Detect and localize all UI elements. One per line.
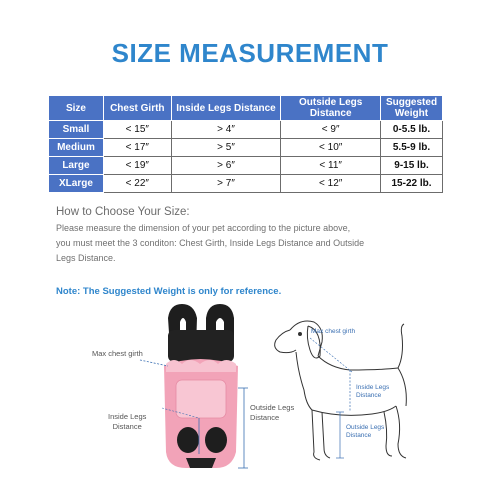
inside-legs-cell: > 7″ bbox=[171, 175, 281, 193]
note-text: Note: The Suggested Weight is only for reference. bbox=[56, 286, 282, 297]
outside-legs-cell: < 9″ bbox=[281, 121, 381, 139]
howto-line: Please measure the dimension of your pet according to the picture above, bbox=[56, 223, 351, 233]
weight-cell: 15-22 lb. bbox=[381, 175, 443, 193]
header-chest-girth: Chest Girth bbox=[103, 96, 171, 121]
howto-heading: How to Choose Your Size: bbox=[56, 206, 190, 218]
howto-line: you must meet the 3 conditon: Chest Girth, Inside Legs Distance and Outside bbox=[56, 238, 365, 248]
outside-legs-cell: < 11″ bbox=[281, 157, 381, 175]
dog-inside-legs-label: Inside Legs Distance bbox=[356, 384, 390, 399]
dog-max-chest-label: Max chest girth bbox=[311, 328, 356, 335]
weight-cell: 0-5.5 lb. bbox=[381, 121, 443, 139]
dog-outside-legs-label: Outside Legs Distance bbox=[346, 424, 385, 439]
header-inside-legs: Inside Legs Distance bbox=[171, 96, 281, 121]
page-title: SIZE MEASUREMENT bbox=[111, 38, 389, 68]
carrier-max-chest-label: Max chest girth bbox=[92, 349, 143, 358]
carrier-image bbox=[164, 304, 238, 468]
size-cell: XLarge bbox=[49, 175, 104, 193]
weight-cell: 5.5-9 lb. bbox=[381, 139, 443, 157]
chest-cell: < 17″ bbox=[103, 139, 171, 157]
header-suggested-weight: Suggested Weight bbox=[381, 96, 443, 121]
chest-cell: < 22″ bbox=[103, 175, 171, 193]
carrier-inside-legs-label: Inside Legs Distance bbox=[108, 412, 147, 431]
howto-line: Legs Distance. bbox=[56, 253, 116, 263]
weight-cell: 9-15 lb. bbox=[381, 157, 443, 175]
inside-legs-cell: > 6″ bbox=[171, 157, 281, 175]
outside-legs-cell: < 10″ bbox=[281, 139, 381, 157]
header-outside-legs: Outside Legs Distance bbox=[281, 96, 381, 121]
carrier-outside-legs-label: Outside Legs Distance bbox=[250, 403, 295, 422]
size-cell: Medium bbox=[49, 139, 104, 157]
size-cell: Small bbox=[49, 121, 104, 139]
chest-cell: < 15″ bbox=[103, 121, 171, 139]
header-size: Size bbox=[49, 96, 104, 121]
size-cell: Large bbox=[49, 157, 104, 175]
outside-legs-cell: < 12″ bbox=[281, 175, 381, 193]
inside-legs-cell: > 5″ bbox=[171, 139, 281, 157]
chest-cell: < 19″ bbox=[103, 157, 171, 175]
inside-legs-cell: > 4″ bbox=[171, 121, 281, 139]
